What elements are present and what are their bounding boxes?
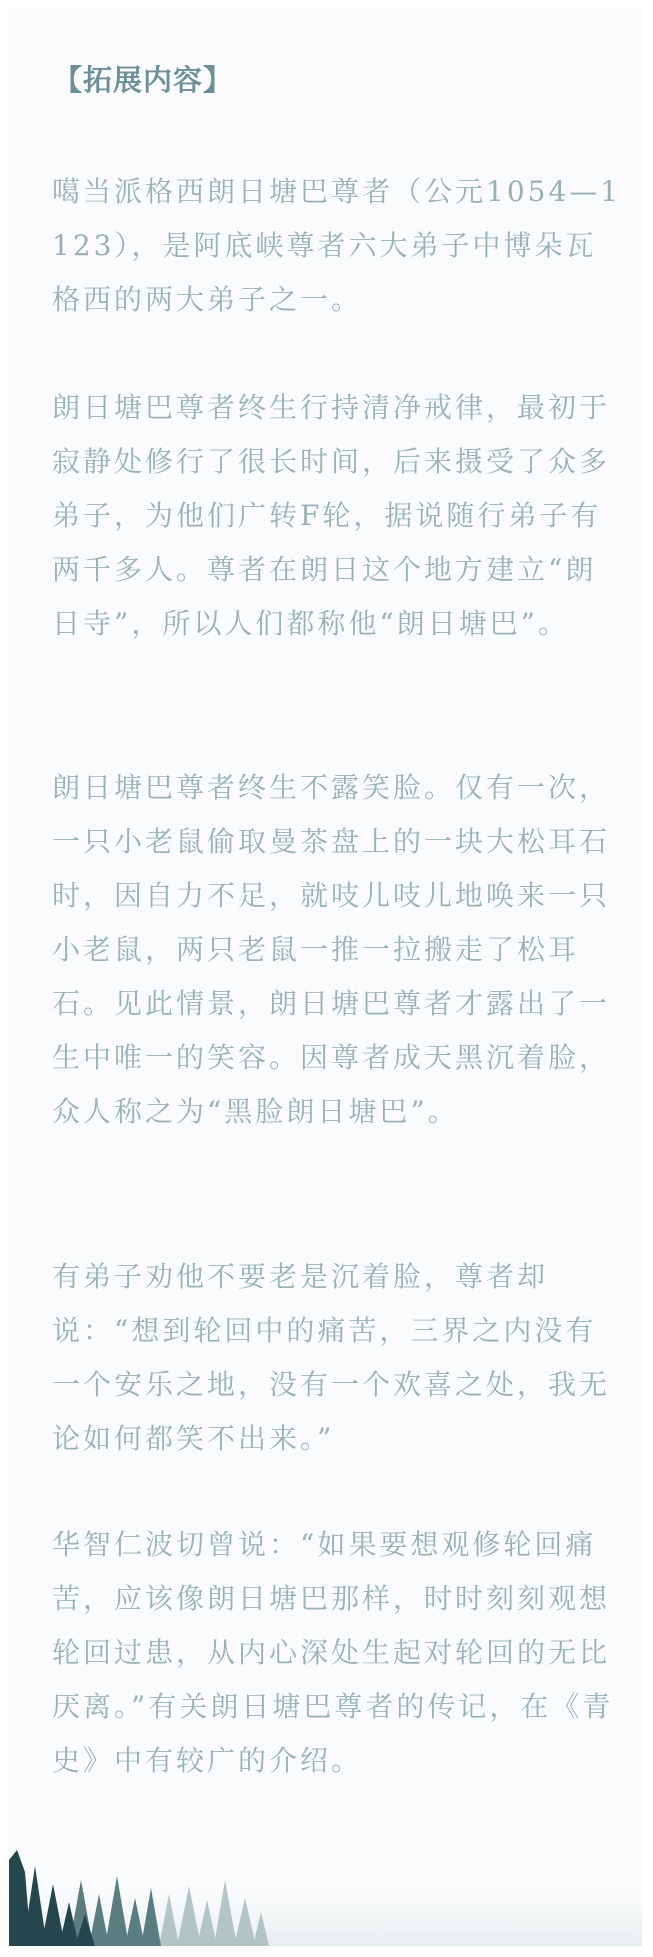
paragraph-3: 朗日塘巴尊者终生不露笑脸。仅有一次，一只小老鼠偷取曼茶盘上的一块大松耳石时，因自力不足，就吱儿吱儿地唤来一只小老鼠，两只老鼠一推一拉搬走了松耳石。见此情景，朗日塘巴尊者才露出了一生中唯一的笑容。因尊者成天黑沉着脸，众人称之为“黑脸朗日塘巴”。	[52, 771, 611, 1128]
paragraph-2: 朗日塘巴尊者终生行持清净戒律，最初于寂静处修行了很长时间，后来摄受了众多弟子，为他们广转F轮，据说随行弟子有两千多人。尊者在朗日这个地方建立“朗日寺”，所以人们都称他“朗日塘巴”。	[52, 391, 611, 640]
article-card	[9, 9, 642, 1946]
paragraph-4: 有弟子劝他不要老是沉着脸，尊者却说：“想到轮回中的痛苦，三界之内没有一个安乐之地，没有一个欢喜之处，我无论如何都笑不出来。”	[52, 1260, 611, 1455]
paragraph-1: 噶当派格西朗日塘巴尊者（公元1054—1123），是阿底峡尊者六大弟子中博朵瓦格西的两大弟子之一。	[52, 175, 622, 316]
pine-forest-illustration	[9, 1836, 642, 1946]
section-heading: 【拓展内容】	[53, 63, 234, 97]
paragraph-5: 华智仁波切曾说：“如果要想观修轮回痛苦，应该像朗日塘巴那样，时时刻刻观想轮回过患，从内心深处生起对轮回的无比厌离。”有关朗日塘巴尊者的传记，在《青史》中有较广的介绍。	[52, 1528, 614, 1777]
